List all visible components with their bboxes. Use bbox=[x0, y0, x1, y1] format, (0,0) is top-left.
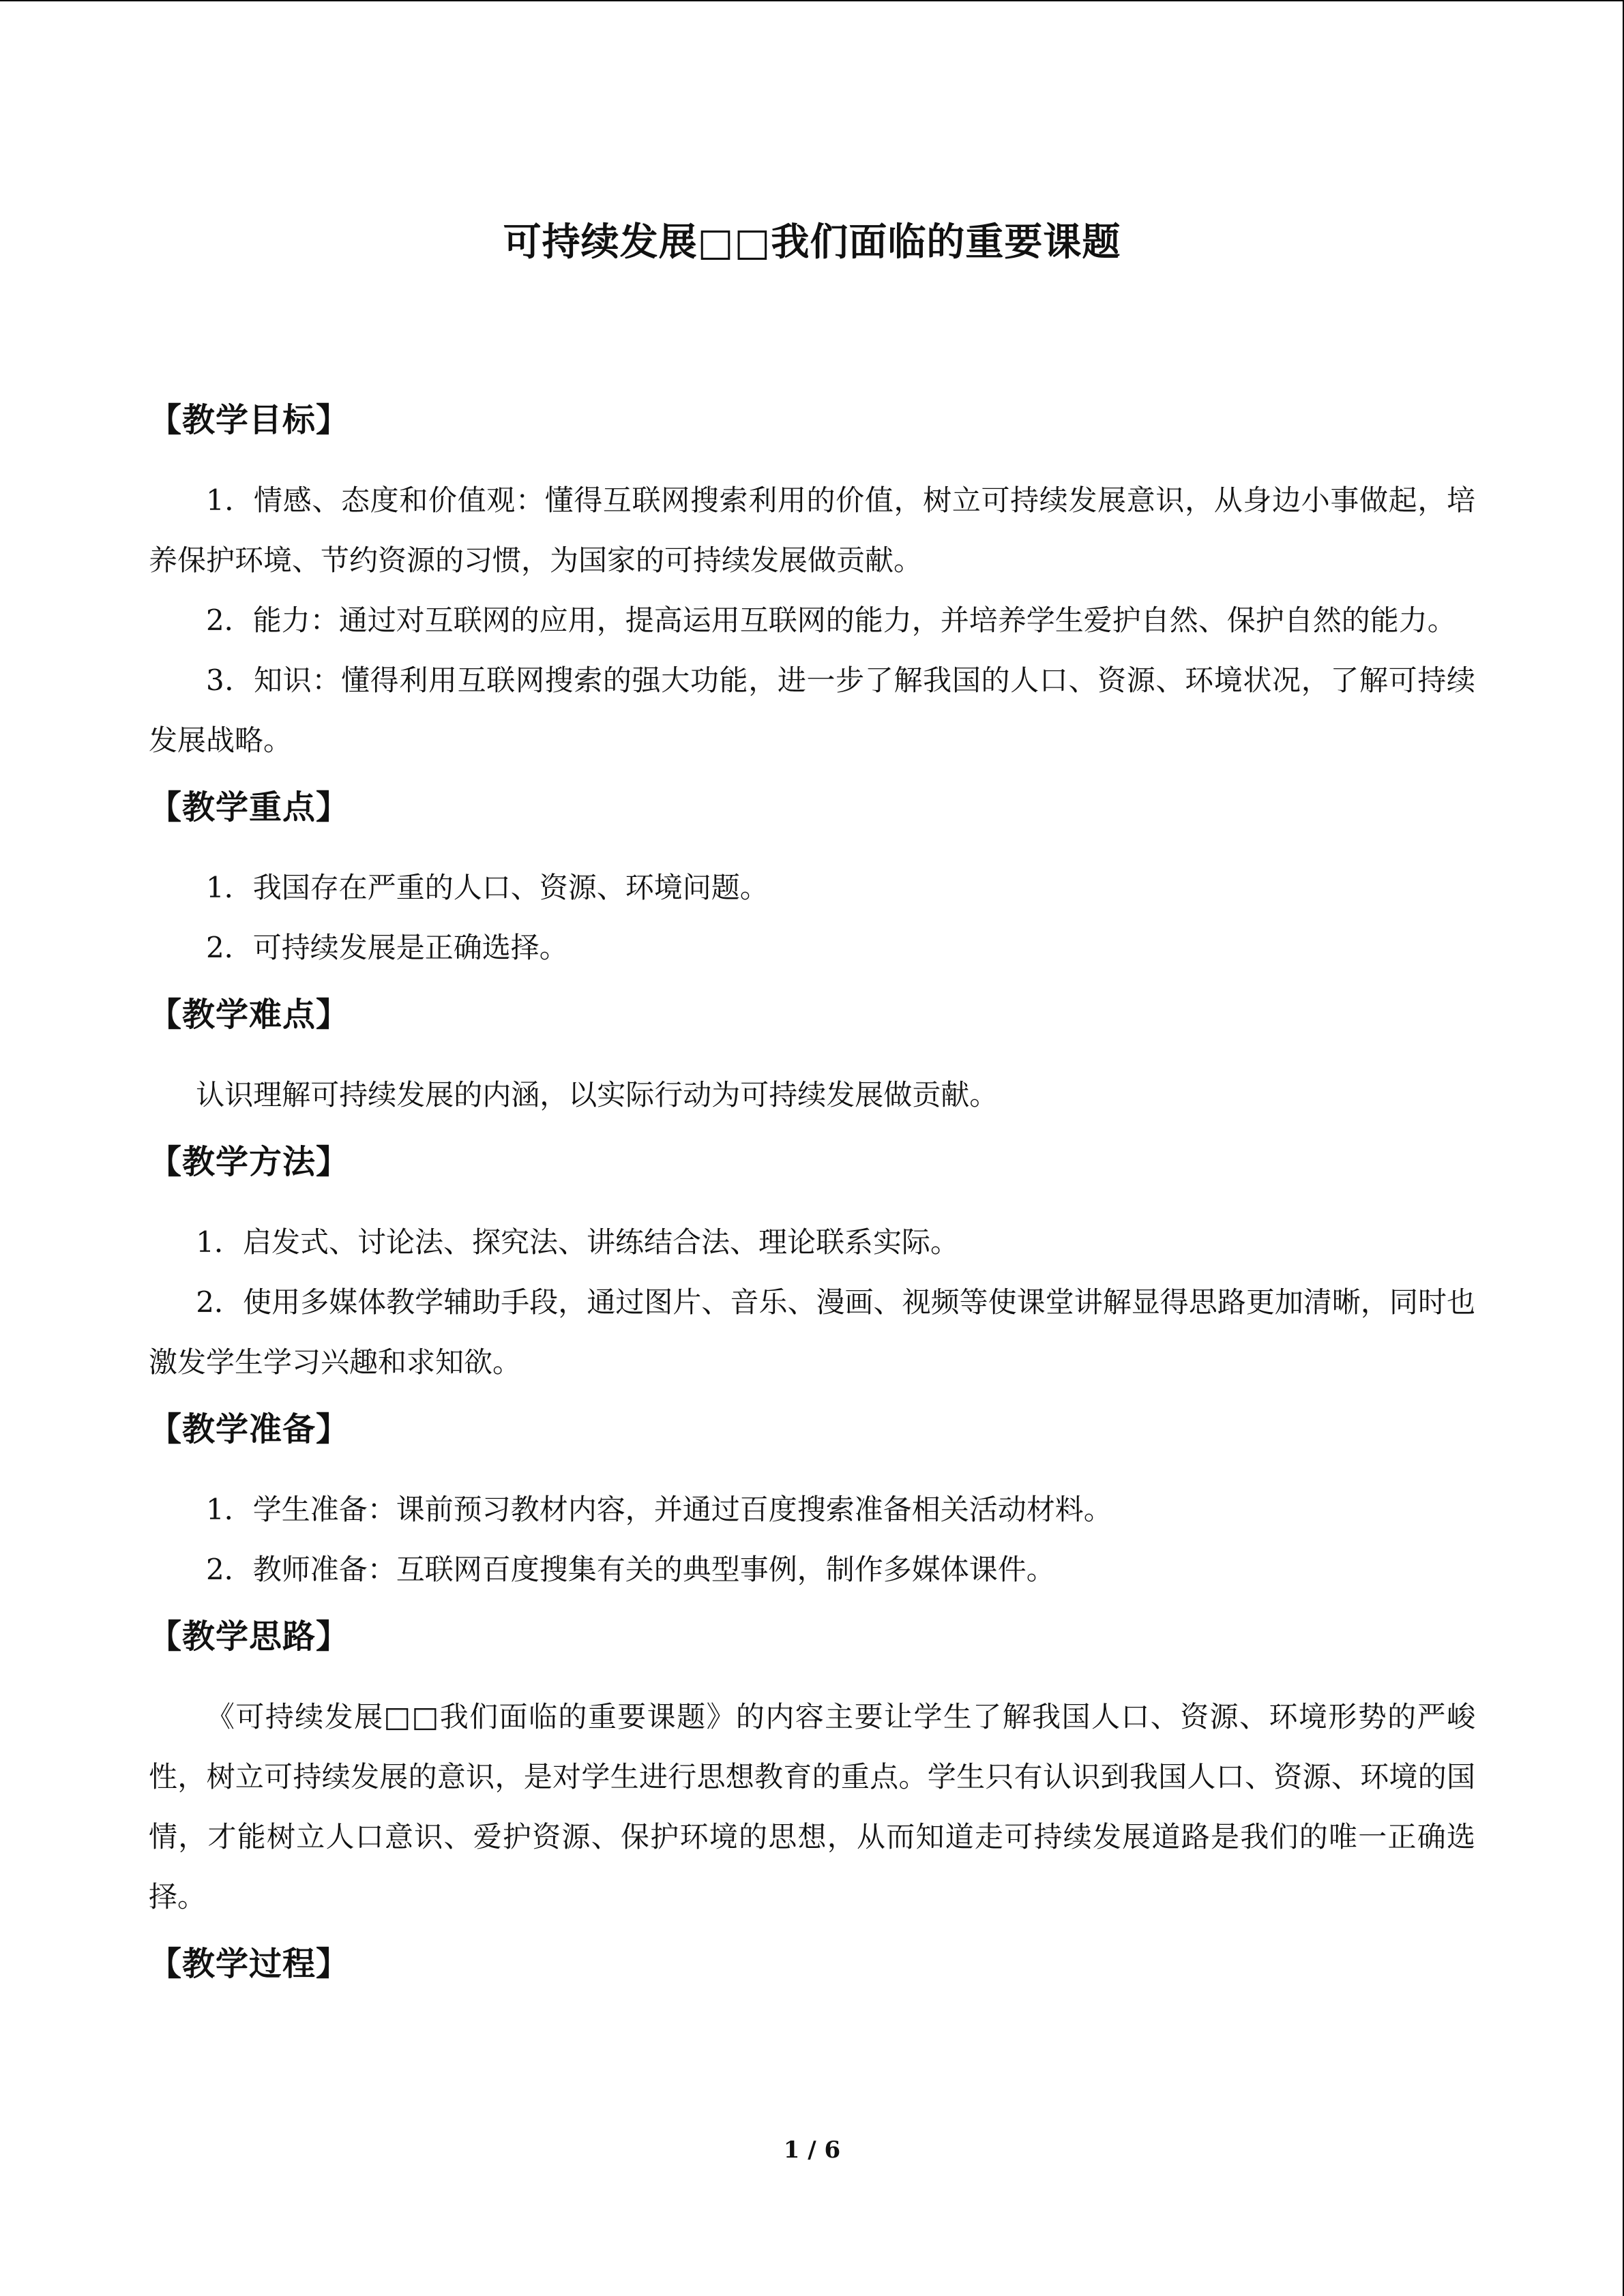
section-heading: 【教学重点】 bbox=[149, 788, 350, 826]
page-number: 1 / 6 bbox=[783, 2136, 841, 2164]
section-heading: 【教学准备】 bbox=[149, 1410, 350, 1448]
paragraph: 2．可持续发展是正确选择。 bbox=[206, 931, 568, 964]
section-heading: 【教学过程】 bbox=[149, 1945, 350, 1983]
section-teaching-process bbox=[149, 1941, 1475, 1987]
section-teaching-goals bbox=[149, 397, 1475, 771]
paragraph: 1．我国存在严重的人口、资源、环境问题。 bbox=[206, 871, 769, 904]
paragraph: 1．学生准备：课前预习教材内容，并通过百度搜索准备相关活动材料。 bbox=[206, 1493, 1112, 1526]
section-preparation bbox=[149, 1406, 1475, 1600]
paragraph: 3．知识：懂得利用互联网搜索的强大功能，进一步了解我国的人口、资源、环境状况，了解可持续发展战略。 bbox=[149, 664, 1475, 757]
paragraph: 2．使用多媒体教学辅助手段，通过图片、音乐、漫画、视频等使课堂讲解显得思路更加清晰，同时也激发学生学习兴趣和求知欲。 bbox=[149, 1285, 1475, 1379]
document-body bbox=[149, 397, 1475, 1987]
paragraph: 认识理解可持续发展的内涵，以实际行动为可持续发展做贡献。 bbox=[196, 1078, 999, 1112]
paragraph: 2．教师准备：互联网百度搜集有关的典型事例，制作多媒体课件。 bbox=[206, 1553, 1055, 1586]
section-heading: 【教学目标】 bbox=[149, 401, 350, 439]
section-difficulties bbox=[149, 992, 1475, 1125]
section-key-points bbox=[149, 784, 1475, 978]
document-title: 可持续发展□□我们面临的重要课题 bbox=[503, 220, 1121, 265]
section-heading: 【教学思路】 bbox=[149, 1617, 350, 1656]
paragraph: 《可持续发展□□我们面临的重要课题》的内容主要让学生了解我国人口、资源、环境形势的严峻性，树立可持续发展的意识，是对学生进行思想教育的重点。学生只有认识到我国人口、资源、环境的国情，才能树立人口意识、爱护资源、保护环境的思想，从而知道走可持续发展道路是我们的唯一正确选择。 bbox=[149, 1700, 1475, 1913]
paragraph: 1．情感、态度和价值观：懂得互联网搜索利用的价值，树立可持续发展意识，从身边小事做起，培养保护环境、节约资源的习惯，为国家的可持续发展做贡献。 bbox=[149, 483, 1475, 577]
paragraph: 2．能力：通过对互联网的应用，提高运用互联网的能力，并培养学生爱护自然、保护自然的能力。 bbox=[206, 603, 1456, 637]
section-methods bbox=[149, 1139, 1475, 1392]
section-teaching-ideas bbox=[149, 1613, 1475, 1927]
section-heading: 【教学难点】 bbox=[149, 996, 350, 1034]
section-heading: 【教学方法】 bbox=[149, 1143, 350, 1181]
paragraph: 1．启发式、讨论法、探究法、讲练结合法、理论联系实际。 bbox=[196, 1225, 960, 1259]
